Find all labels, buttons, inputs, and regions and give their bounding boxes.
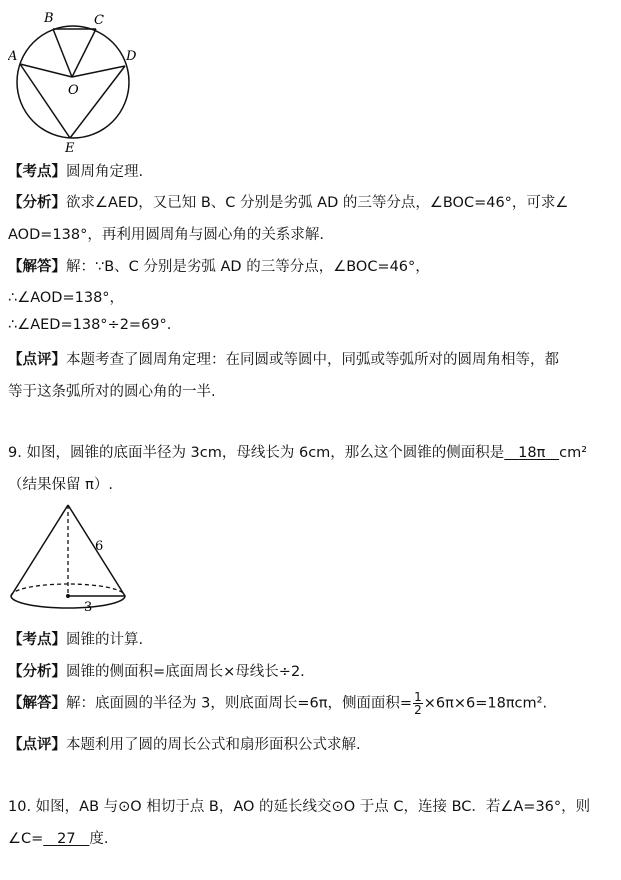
q8-dianping-cont: 等于这条弧所对的圆心角的一半.	[8, 384, 216, 400]
q10-question: 10. 如图，AB 与⊙O 相切于点 B，AO 的延长线交⊙O 于点 C，连接 BC．若∠A=36°，则	[8, 799, 591, 815]
dianping-text: 本题考查了圆周角定理：在同圆或等圆中，同弧或等弧所对的圆周角相等，都	[66, 352, 559, 368]
label-e: E	[65, 141, 75, 153]
label-o: O	[68, 83, 79, 98]
cone-label-radius: 3	[84, 600, 93, 615]
q9-kaodian	[8, 628, 143, 649]
q9-answer-value: 18π	[518, 445, 546, 461]
q10-prefix: ∠C=	[8, 831, 44, 847]
q10-answer	[43, 831, 89, 847]
q9-fenxi	[8, 660, 305, 681]
q10-question-cont	[8, 827, 109, 848]
q8-fenxi-cont: AOD=138°，再利用圆周角与圆心角的关系求解.	[8, 227, 324, 243]
label-a: A	[8, 49, 18, 64]
fraction-numerator: 1	[414, 690, 422, 704]
kaodian-text: 圆周角定理.	[66, 164, 144, 180]
q9-question	[8, 441, 587, 462]
fraction-denominator: 2	[414, 703, 422, 717]
kaodian-text: 圆锥的计算.	[66, 632, 144, 648]
q9-question-text: 9. 如图，圆锥的底面半径为 3cm，母线长为 6cm，那么这个圆锥的侧面积是	[8, 445, 505, 461]
label-d: D	[126, 49, 137, 64]
q10-suffix: 度.	[89, 831, 109, 847]
jieda-tag: 【解答】	[8, 259, 66, 275]
dianping-tag: 【点评】	[8, 352, 66, 368]
q9-unit: cm²	[559, 445, 588, 461]
cone-label-slant: 6	[95, 539, 104, 554]
q8-fenxi	[8, 191, 568, 212]
jieda-text-end: ×6π×6=18πcm².	[423, 695, 548, 712]
jieda-tag: 【解答】	[8, 695, 66, 712]
kaodian-tag: 【考点】	[8, 164, 66, 180]
q9-question-cont: （结果保留 π）.	[8, 477, 113, 493]
chord-de	[70, 66, 125, 138]
q8-step-2: ∴∠AED=138°÷2=69°.	[8, 317, 172, 333]
kaodian-tag: 【考点】	[8, 632, 66, 648]
cone-left-edge	[11, 505, 68, 596]
fenxi-tag: 【分析】	[8, 664, 66, 680]
q9-answer	[504, 445, 559, 461]
jieda-text: 解：∵B、C 分别是劣弧 AD 的三等分点，∠BOC=46°，	[66, 259, 430, 275]
q8-step-1: ∴∠AOD=138°，	[8, 290, 125, 306]
q8-dianping	[8, 348, 559, 369]
fenxi-tag: 【分析】	[8, 195, 66, 211]
circle-figure	[8, 8, 143, 153]
dianping-text: 本题利用了圆的周长公式和扇形面积公式求解.	[66, 737, 361, 753]
radius-oc	[72, 29, 96, 77]
q9-jieda	[8, 691, 547, 716]
jieda-text: 解：底面圆的半径为 3，则底面周长=6π，侧面面积=	[66, 695, 413, 712]
label-b: B	[44, 11, 54, 26]
q8-kaodian	[8, 160, 143, 181]
fenxi-text: 欲求∠AED，又已知 B、C 分别是劣弧 AD 的三等分点，∠BOC=46°，可求∠	[66, 195, 569, 211]
fenxi-text: 圆锥的侧面积=底面周长×母线长÷2.	[66, 664, 305, 680]
dianping-tag: 【点评】	[8, 737, 66, 753]
q8-jieda	[8, 255, 430, 276]
cone-center-dot	[66, 594, 70, 598]
q10-answer-value: 27	[57, 831, 76, 847]
fraction-one-half	[413, 691, 423, 716]
label-c: C	[94, 13, 104, 28]
radius-ob	[53, 29, 72, 77]
q9-dianping	[8, 733, 361, 754]
cone-figure	[8, 500, 133, 620]
